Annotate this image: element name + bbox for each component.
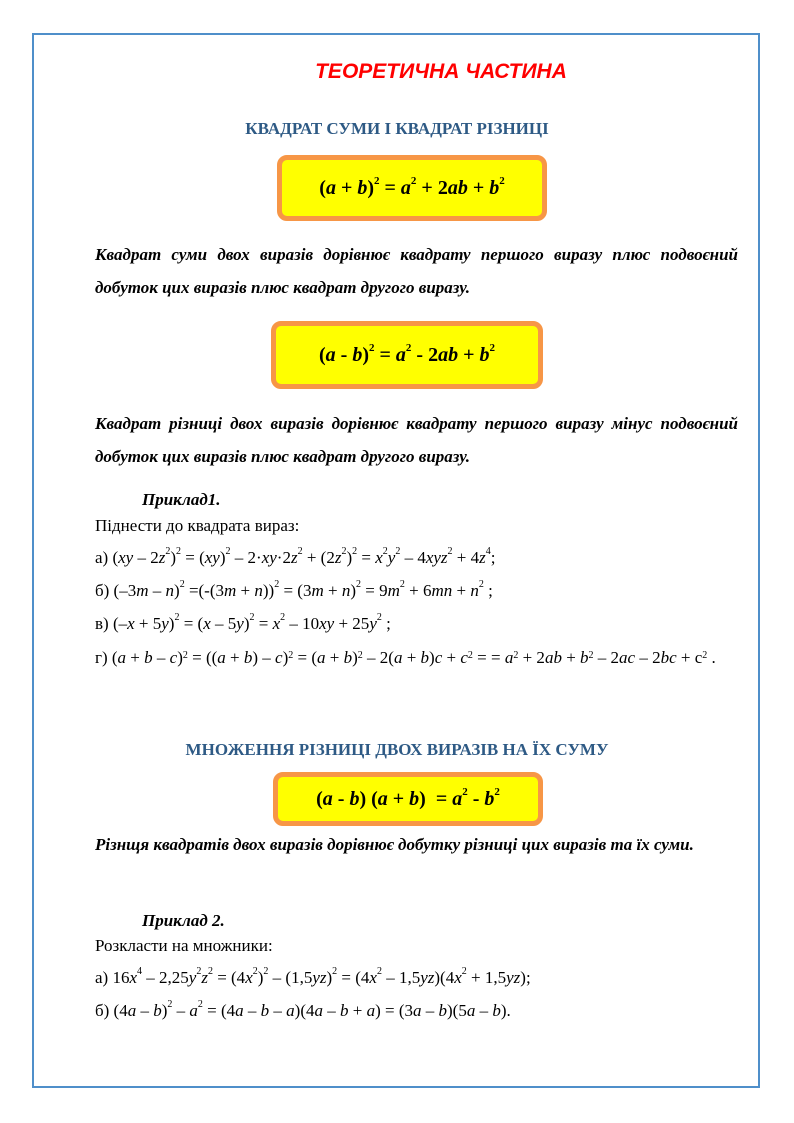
- formula-box-diff-square: [271, 321, 543, 389]
- formula-box-sum-square: [277, 155, 547, 221]
- example1-title: Приклад1.: [142, 490, 221, 509]
- formula-difference-of-squares: (a - b) $(a + b) = a^2 - b^2$: [316, 785, 500, 810]
- example1-task: Піднести до квадрата вираз:: [95, 516, 300, 535]
- example1-line-a: а) $(xy - 2z^2)^2 = (xy)^2 - 2\cdot xy\cdot 2z^2 + (2z^2)^2 = x^2y^2 - 4xyz^2 + 4z^4$;: [95, 546, 496, 567]
- example1-line-b: б) $(-3m - n)^2 =(-(3m + n))^2 = (3m + n)^2 = 9m^2 + 6mn + n^2$ ;: [95, 579, 493, 600]
- example1-line-c: в) $(-x + 5y)^2 = (x - 5y)^2 = x^2 - 10xy + 25y^2$ ;: [95, 612, 391, 633]
- section-heading-difference-of-squares: МНОЖЕННЯ РІЗНИЦІ ДВОХ ВИРАЗІВ НА ЇХ СУМУ: [185, 740, 609, 759]
- formula-diff-square: $(a - b)^2 = a^2 - 2ab + b^2$: [319, 341, 495, 366]
- rule-diff-square: Квадрат різниці двох виразів дорівнює квадрату першого виразу мінус подвоєний добуток цих виразів плюс квадрат другого виразу.: [95, 414, 738, 466]
- example2-title: Приклад 2.: [142, 911, 225, 930]
- example2-line-a: а) $16x^4 - 2,25y^2z^2 = (4x^2)^2 - (1,5yz)^2 = (4x^2 - 1,5yz)(4x^2 + 1,5yz)$;: [95, 966, 531, 987]
- page-title: ТЕОРЕТИЧНА ЧАСТИНА: [315, 60, 567, 83]
- formula-sum-square: $(a + b)^2 = a^2 + 2ab + b^2$: [319, 174, 505, 199]
- rule-sum-square: Квадрат суми двох виразів дорівнює квадрату першого виразу плюс подвоєний добуток цих виразів плюс квадрат другого виразу.: [95, 245, 738, 297]
- example2-task: Розкласти на множники:: [95, 936, 273, 955]
- formula-box-difference-of-squares: [273, 772, 543, 826]
- example1-line-d: г) $(a + b - c)^2 = ((a + b) - c)^2 = (a + b)^2 - 2(a + b)c + c^2$ = = $a^2 + 2ab + b^2 - 2ac - 2bc + c^2$ .: [95, 648, 716, 667]
- example2-line-b: б) $(4a - b)^2 - a^2 = (4a - b - a)(4a - b + a) = (3a - b)(5a - b)$.: [95, 999, 511, 1020]
- section-heading-squares: КВАДРАТ СУМИ І КВАДРАТ РІЗНИЦІ: [245, 119, 549, 138]
- rule-difference-of-squares: Різнщя квадратів двох виразів дорівнює добутку різниці цих виразів та їх суми.: [95, 835, 694, 854]
